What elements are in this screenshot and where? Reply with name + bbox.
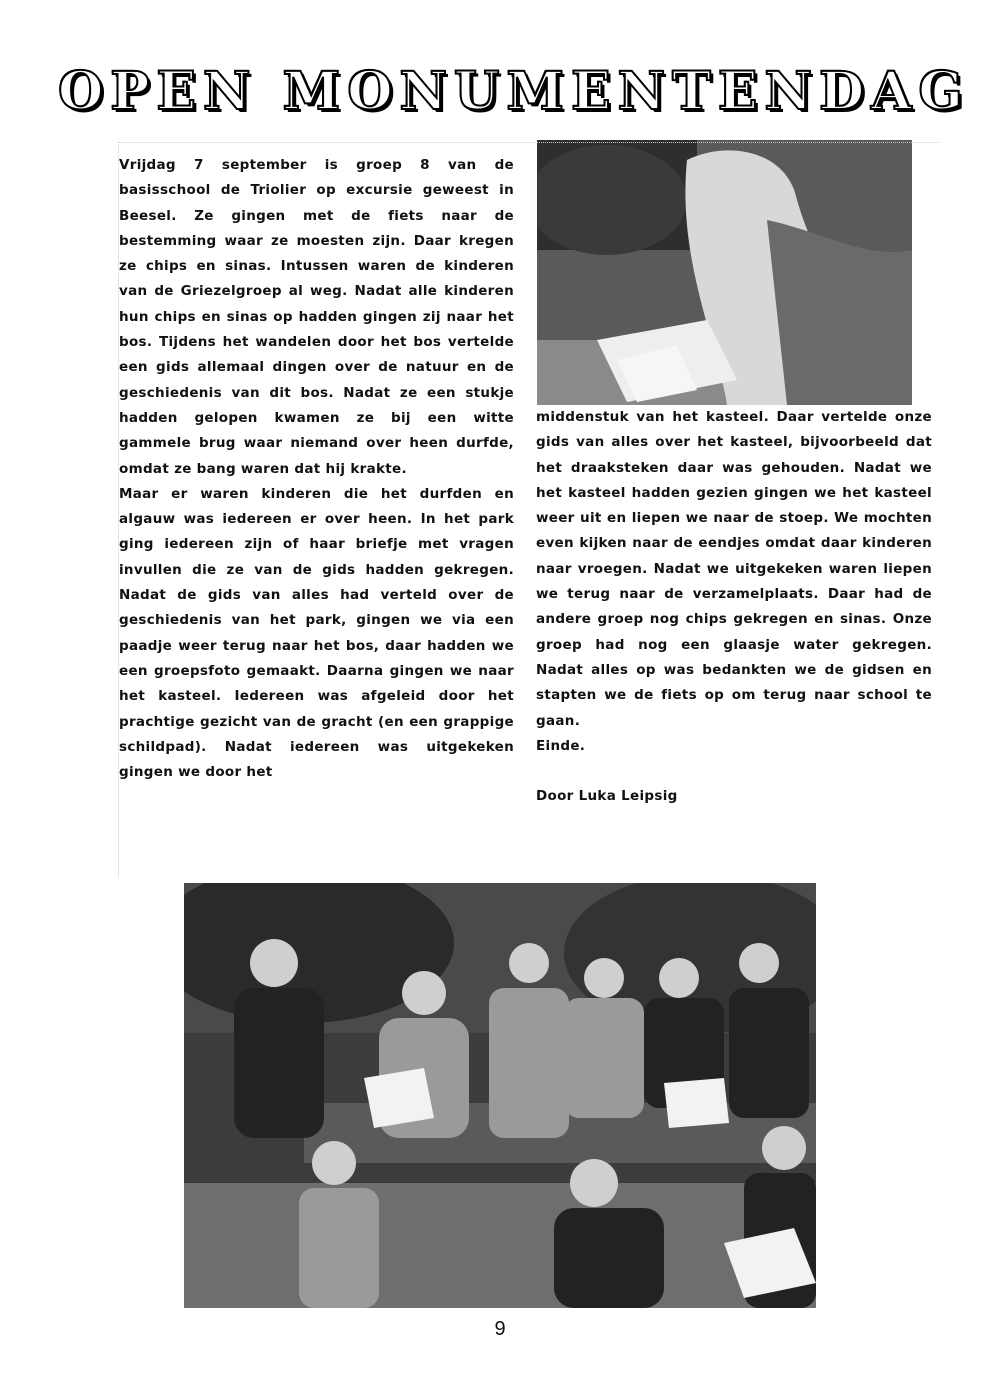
page-number: 9: [494, 1318, 506, 1340]
paragraph: Vrijdag 7 september is groep 8 van de basisschool de Triolier op excursie geweest in Beesel. Ze gingen met de fiets naar de bestemming waar ze moesten zijn. Daar kregen ze chips en sinas. Intussen waren de kinderen van de Griezelgroep al weg. Nadat alle kinderen hun chips en sinas op hadden gingen zij naar het bos. Tijdens het wandelen door het bos vertelde een gids allemaal dingen over de natuur en de geschiedenis van dit bos. Nadat ze een stukje hadden gelopen kwamen ze bij een witte gammele brug waar niemand over heen durfde, omdat ze bang waren dat hij krakte.: [119, 157, 514, 477]
closing-line: Einde.: [536, 737, 586, 754]
paragraph: middenstuk van het kasteel. Daar vertelde onze gids van alles over het kasteel, bijvoorbeeld dat het draaksteken daar was gehouden. Nadat we het kasteel hadden gezien gingen we het kasteel weer uit en liepen we naar de stoep. We mochten even kijken naar de eendjes omdat daar kinderen naar vroegen. Nadat we uitgekeken waren liepen we terug naar de verzamelplaats. Daar had de andere groep nog chips gekregen en sinas. Onze groep had nog een glaasje water gekregen. Nadat alles op was bedankten we de gidsen en stapten we de fiets op om terug naar school te gaan.: [536, 409, 932, 729]
photo-group: [184, 883, 816, 1308]
page-title: OPEN MONUMENTENDAG: [58, 61, 970, 122]
article-column-left: [119, 153, 514, 785]
paragraph: Maar er waren kinderen die het durfden en algauw was iedereen er over heen. In het park ging iedereen zijn of haar briefje met vragen invullen die ze van de gids hadden gekregen. Nadat de gids van alles had verteld over de geschiedenis van het park, gingen we via een paadje weer terug naar het bos, daar hadden we een groepsfoto gemaakt. Daarna gingen we naar het kasteel. Iedereen was afgeleid door het prachtige gezicht van de gracht (en een grappige schildpad). Nadat iedereen was uitgekeken gingen we door het: [119, 485, 514, 781]
article-body: [118, 142, 940, 877]
author-signature: Door Luka Leipsig: [536, 788, 678, 805]
article-column-right: [536, 405, 932, 809]
